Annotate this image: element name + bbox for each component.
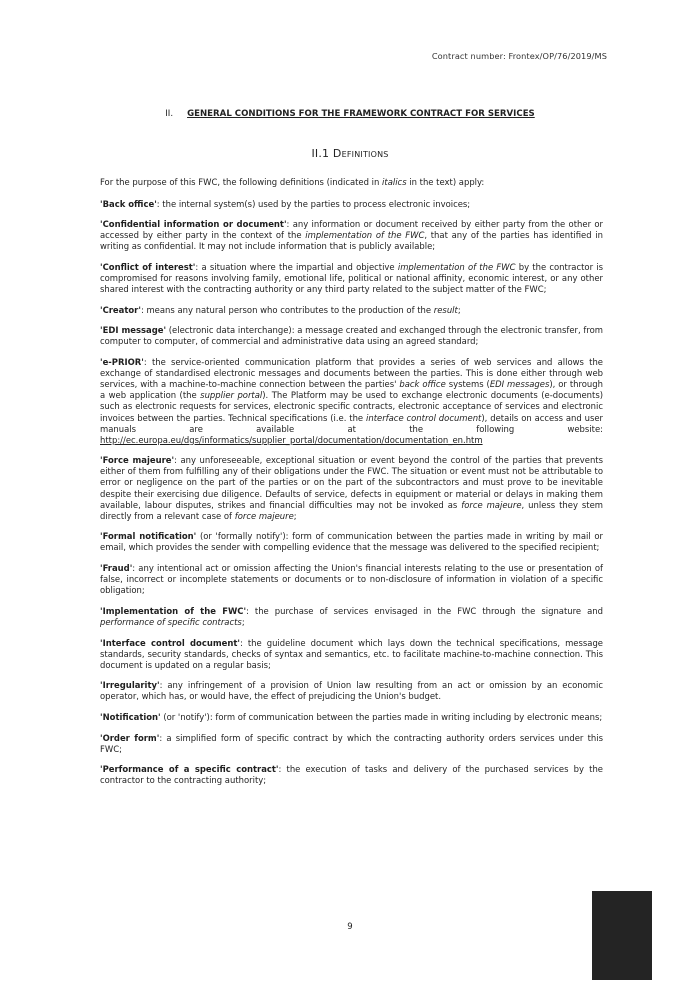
definition-text: : any intentional act or omission affecting the Union's financial interests relating to the use or presentation of false, incorrect or incomplete statements or documents or to non-disclosure of information in violation of a specific obligation; [100,563,603,596]
definition-text: : a situation where the impartial and objective [195,261,398,272]
definitions-body [100,177,603,796]
definitions-list [100,199,603,787]
subsection-title: II.1 Definitions [311,147,389,160]
definition-text: : means any natural person who contributes to the production of the [140,304,434,315]
definition-paragraph [100,357,603,446]
definition-term: 'Confidential information or document' [100,219,287,230]
definition-paragraph [100,305,603,316]
italic-term: implementation of the FWC [397,261,516,272]
definition-paragraph [100,563,603,596]
section-number: II. [165,109,174,119]
definition-paragraph [100,764,603,786]
definition-term: 'Force majeure' [100,455,175,466]
definition-text: ; [293,510,297,521]
definition-term: 'Interface control document' [100,637,240,648]
definition-term: 'Formal notification' [100,531,197,542]
definition-term: 'Conflict of interest' [100,261,196,272]
section-heading [0,109,700,119]
intro-paragraph [100,177,603,188]
intro-italic-word: italics [382,177,407,187]
italic-term: supplier portal [200,390,263,401]
definition-paragraph [100,680,603,702]
definition-paragraph [100,219,603,252]
definition-term: 'Performance of a specific contract' [100,764,279,775]
definition-paragraph [100,262,603,295]
definition-text: systems ( [445,379,490,390]
italic-term: implementation of the FWC [305,230,425,241]
definition-text: (or 'formally notify'): form of communication between the parties made in writing by mail or email, which provides the sender with compelling evidence that the message was delivered to the specified recipient; [100,531,603,553]
definition-term: 'Implementation of the FWC' [100,605,247,616]
italic-term: result [433,304,458,315]
contract-number: Contract number: Frontex/OP/76/2019/MS [431,51,607,61]
definition-term: 'Creator' [100,304,141,315]
definition-text: , unless they stem directly from a relevant case of [100,499,604,521]
definition-text: : any infringement of a provision of Union law resulting from an act or omission by an economic operator, which has, or would have, the effect of prejudicing the Union's budget. [100,680,603,702]
definition-term: 'Back office' [100,198,157,209]
scan-corner-mark [592,891,652,980]
definition-term: 'Irregularity' [100,680,160,691]
definition-term: 'Notification' [100,711,161,722]
definition-paragraph [100,531,603,553]
definition-text: , that any of the parties has identified in writing as confidential. It may not include information that is publicly available; [100,230,603,252]
definition-text: (electronic data interchange): a message created and exchanged through the electronic transfer, from computer to computer, of commercial and administrative data using an agreed standard; [100,325,603,347]
definition-text: ; [241,616,245,627]
italic-term: force majeure [461,499,522,510]
italic-term: force majeure [234,510,294,521]
definition-term: 'Fraud' [100,563,133,574]
italic-term: back office [399,379,446,390]
definition-text: ), details on access and user manuals are available at the following website: [100,412,604,434]
definition-text: : the service-oriented communication platform that provides a series of web services and allows the exchange of standardised electronic messages and documents between the parties. This is done either through web services, with a machine-to-machine connection between the parties' [100,357,603,390]
italic-term: performance of specific contracts [100,616,242,627]
definition-paragraph [100,712,603,723]
definition-text: : the guideline document which lays down the technical specifications, message standards, security standards, checks of syntax and semantics, etc. to facilitate machine-to-machine connection. This document is updated on a regular basis; [100,637,604,670]
definition-text: : the internal system(s) used by the parties to process electronic invoices; [156,198,471,209]
definition-text: : the purchase of services envisaged in the FWC through the signature and [246,605,603,616]
intro-text-after: in the text) apply: [406,177,485,187]
italic-term: EDI messages [489,379,550,390]
definition-paragraph [100,199,603,210]
definition-text: by the contractor is compromised for reasons involving family, emotional life, political or national affinity, economic interest, or any other shared interest with the contracting authority or any third party related to the subject matter of the FWC; [100,261,604,295]
definition-text: (or 'notify'): form of communication between the parties made in writing including by electronic means; [160,711,603,722]
definition-paragraph [100,325,603,347]
italic-term: interface control document [366,412,482,423]
intro-text-before: For the purpose of this FWC, the following definitions (indicated in [100,177,383,187]
definition-text: ), or through a web application (the [100,379,603,401]
definition-term: 'Order form' [100,732,160,743]
definition-paragraph [100,606,603,628]
definition-text: : any unforeseeable, exceptional situation or event beyond the control of the parties that prevents either of them from fulfilling any of their obligations under the FWC. The situation or event must not be attributable to error or negligence on the part of the parties or on the part of the subcontractors and must prove to be inevitable despite their exercising due diligence. Defaults of service, defects in equipment or material or delays in making them available, labour disputes, strikes and financial difficulties may not be invoked as [100,455,603,510]
definition-term: 'EDI message' [100,325,167,336]
page-number: 9 [347,922,353,932]
definition-paragraph [100,733,603,755]
definition-text: : a simplified form of specific contract by which the contracting authority orders services under this FWC; [100,732,603,754]
definition-paragraph [100,455,603,522]
definition-text: ; [457,304,461,315]
definition-text: ). The Platform may be used to exchange electronic documents (e-documents) such as electronic requests for services, electronic specific contracts, electronic acceptance of services and electronic invoices between the parties. Technical specifications (i.e. the [100,390,604,423]
section-title: GENERAL CONDITIONS FOR THE FRAMEWORK CONTRACT FOR SERVICES [187,109,535,119]
definition-term: 'e-PRIOR' [100,357,144,368]
documentation-link[interactable]: http://ec.europa.eu/dgs/informatics/supplier_portal/documentation/documentation_en.htm [100,434,483,445]
definition-text: : the execution of tasks and delivery of the purchased services by the contractor to the contracting authority; [100,764,603,786]
definition-paragraph [100,638,603,671]
definition-text: : any information or document received by either party from the other or accessed by either party in the context of the [100,219,603,241]
